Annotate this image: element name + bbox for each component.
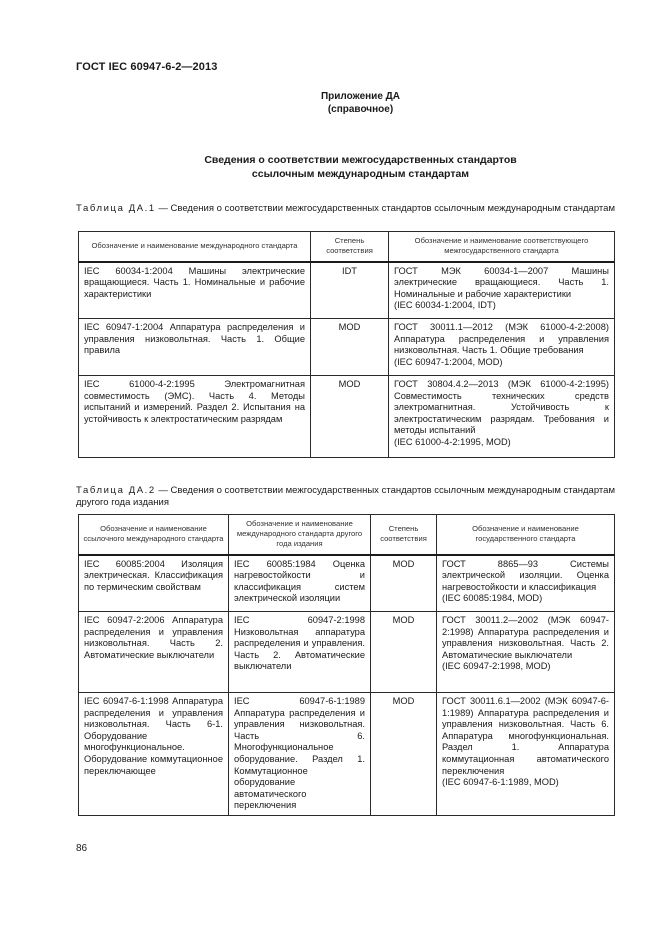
table2-header-other-year: Обозначение и наименование международного стандарта другого года издания <box>229 515 371 555</box>
appendix-heading <box>0 90 661 116</box>
table2-cell-reference: IEC 60947-2:2006 Аппаратура распределения и управления низковольтная. Часть 2. Автоматические выключатели <box>79 612 229 693</box>
table1-cell-international: IEC 61000-4-2:1995 Электромагнитная совместимость (ЭМС). Часть 4. Методы испытаний и измерений. Раздел 2. Испытания на устойчивость к электростатическим разрядам <box>79 376 311 458</box>
table2-cell-gost <box>437 693 615 816</box>
table1-header-international: Обозначение и наименование международного стандарта <box>79 232 311 262</box>
table-row <box>79 693 615 816</box>
gost-text: ГОСТ 30011.1—2012 (МЭК 61000-4-2:2008) Аппаратура распределения и управления низковольтная. Часть 1. Общие требования <box>394 322 609 356</box>
table1 <box>78 231 615 458</box>
table1-header-gost: Обозначение и наименование соответствующего межгосударственного стандарта <box>389 232 615 262</box>
table1-caption-text: — Сведения о соответствии межгосударственных стандартов ссылочным международным стандартам <box>155 203 615 214</box>
gost-text: ГОСТ 8865—93 Системы электрической изоляции. Оценка нагревостойкости и классификация <box>442 558 609 592</box>
table2-caption <box>76 485 616 509</box>
table2-cell-degree: MOD <box>371 612 437 693</box>
table1-cell-degree: IDT <box>311 262 389 319</box>
gost-reference: (IEC 60034-1:2004, IDT) <box>394 300 496 311</box>
table2-cell-degree: MOD <box>371 555 437 612</box>
gost-text: ГОСТ МЭК 60034-1—2007 Машины электрические вращающиеся. Часть 1. Номинальные и рабочие характеристики <box>394 265 609 299</box>
table2-caption-text: — Сведения о соответствии межгосударственных стандартов ссылочным международным стандартам другого года издания <box>76 485 615 508</box>
table1-cell-gost <box>389 319 615 376</box>
table2-cell-other-year: IEC 60947-2:1998 Низковольтная аппаратура распределения и управления. Часть 2. Автоматические выключатели <box>229 612 371 693</box>
table2-caption-label: Таблица ДА.2 <box>76 485 156 496</box>
table2-cell-other-year: IEC 60947-6-1:1989 Аппаратура распределения и управления низковольтная. Часть 6. Многофункциональное оборудование. Раздел 1. Коммутационное оборудование автоматического переключения <box>229 693 371 816</box>
gost-reference: (IEC 60947-2:1998, MOD) <box>442 661 551 672</box>
table1-caption <box>76 203 616 215</box>
gost-reference: (IEC 61000-4-2:1995, MOD) <box>394 436 511 447</box>
table2-cell-gost <box>437 555 615 612</box>
table2-header-degree: Степень соответствия <box>371 515 437 555</box>
gost-reference: (IEC 60947-1:2004, MOD) <box>394 356 503 367</box>
table2-cell-reference: IEC 60947-6-1:1998 Аппаратура распределения и управления низковольтная. Часть 6-1. Оборудование многофункциональное. Оборудование коммутационное переключающее <box>79 693 229 816</box>
appendix-title: Приложение ДА <box>320 91 401 102</box>
table1-cell-international: IEC 60034-1:2004 Машины электрические вращающиеся. Часть 1. Номинальные и рабочие характеристики <box>79 262 311 319</box>
document-header: ГОСТ IEC 60947-6-2—2013 <box>76 61 218 73</box>
appendix-subtitle: (справочное) <box>327 104 394 115</box>
table1-cell-degree: MOD <box>311 376 389 458</box>
table1-cell-international: IEC 60947-1:2004 Аппаратура распределения и управления низковольтная. Часть 1. Общие правила <box>79 319 311 376</box>
table-row <box>79 612 615 693</box>
table2-cell-gost <box>437 612 615 693</box>
table1-header-row <box>79 232 615 262</box>
gost-text: ГОСТ 30804.4.2—2013 (МЭК 61000-4-2:1995) Совместимость технических средств электромагнитная. Устойчивость к электростатическим разрядам. Требования и методы испытаний <box>394 379 609 436</box>
table-row <box>79 555 615 612</box>
table2-header-gost: Обозначение и наименование государственного стандарта <box>437 515 615 555</box>
table2-header-reference: Обозначение и наименование ссылочного международного стандарта <box>79 515 229 555</box>
table-row <box>79 262 615 319</box>
gost-reference: (IEC 60085:1984, MOD) <box>442 593 543 604</box>
table1-header-degree: Степень соответствия <box>311 232 389 262</box>
table2-cell-degree: MOD <box>371 693 437 816</box>
gost-text: ГОСТ 30011.6.1—2002 (МЭК 60947-6-1:1989) Аппаратура распределения и управления низковольтная. Часть 6. Аппаратура многофункциональная. Раздел 1. Аппаратура коммутационная автоматического переключения <box>442 696 609 776</box>
table2-cell-other-year: IEC 60085:1984 Оценка нагревостойкости и классификация систем электрической изоляции <box>229 555 371 612</box>
table1-caption-label: Таблица ДА.1 <box>76 203 156 214</box>
table2 <box>78 514 615 816</box>
table2-cell-reference: IEC 60085:2004 Изоляция электрическая. Классификация по термическим свойствам <box>79 555 229 612</box>
table1-cell-degree: MOD <box>311 319 389 376</box>
table-row <box>79 319 615 376</box>
gost-text: ГОСТ 30011.2—2002 (МЭК 60947-2:1998) Аппаратура распределения и управления низковольтная. Часть 2. Автоматические выключатели <box>442 615 609 660</box>
table2-header-row <box>79 515 615 555</box>
section-title-line-1: Сведения о соответствии межгосударственных стандартов <box>204 154 517 166</box>
section-title <box>0 153 661 181</box>
gost-reference: (IEC 60947-6-1:1989, MOD) <box>442 777 559 788</box>
section-title-line-2: ссылочным международным стандартам <box>251 168 470 180</box>
table-row <box>79 376 615 458</box>
table1-cell-gost <box>389 376 615 458</box>
page-number: 86 <box>76 843 88 854</box>
table1-cell-gost <box>389 262 615 319</box>
